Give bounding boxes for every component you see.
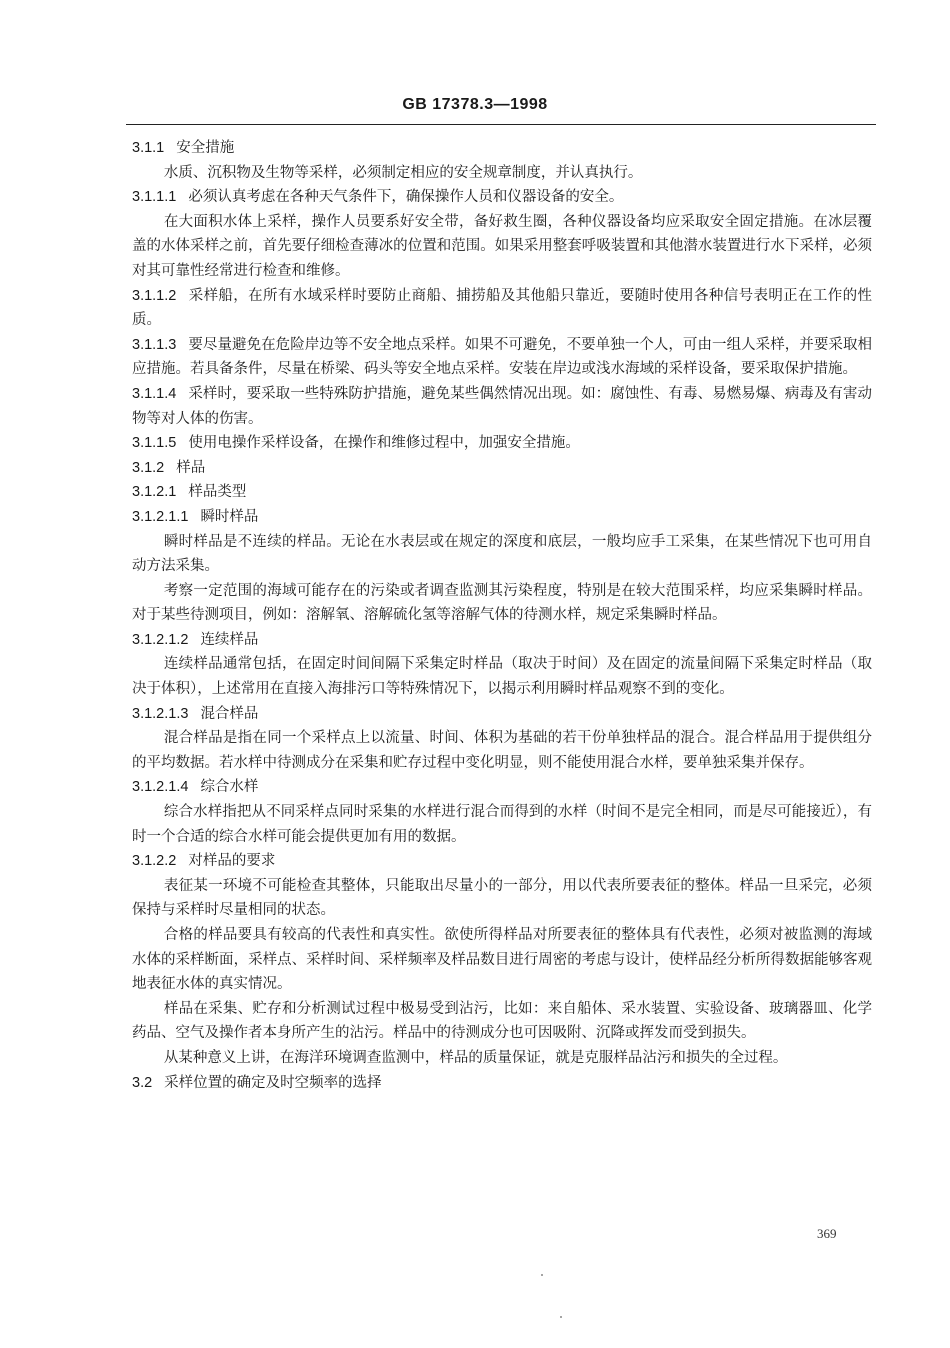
section-text: 必须认真考虑在各种天气条件下，确保操作人员和仪器设备的安全。 (188, 189, 624, 206)
section-heading (132, 185, 872, 210)
section-heading (132, 284, 872, 333)
section-text: 连续样品 (200, 631, 259, 648)
section-text: 综合水样 (200, 779, 259, 796)
section-number: 3.1.2.1.4 (132, 779, 189, 796)
section-text: 安全措施 (176, 140, 235, 156)
scan-speck (560, 1316, 562, 1318)
section-text: 采样时，要采取一些特殊防护措施，避免某些偶然情况出现。如：腐蚀性、有毒、易燃易爆、病毒及有害动物等对人体的伤害。 (132, 385, 872, 427)
page-number: 369 (817, 1226, 837, 1241)
section-text: 样品 (176, 459, 206, 476)
paragraph: 瞬时样品是不连续的样品。无论在水表层或在规定的深度和底层，一般均应手工采集，在某些情况下也可用自动方法采集。 (132, 533, 872, 575)
section-text: 瞬时样品 (200, 508, 259, 525)
section-text: 样品类型 (188, 484, 247, 501)
section-number: 3.1.1.4 (132, 385, 177, 402)
section-number: 3.1.1.3 (132, 336, 177, 353)
scan-speck (541, 1274, 543, 1276)
section-number: 3.1.1 (132, 140, 165, 156)
paragraph: 考察一定范围的海域可能存在的污染或者调查监测其污染程度，特别是在较大范围采样，均应采集瞬时样品。对于某些待测项目，例如：溶解氧、溶解硫化氢等溶解气体的待测水样，规定采集瞬时样品。 (132, 582, 872, 624)
section-heading (132, 382, 872, 431)
section-number: 3.1.2.1.3 (132, 705, 189, 722)
section-text: 采样位置的确定及时空频率的选择 (164, 1074, 382, 1091)
section-text: 采样船，在所有水域采样时要防止商船、捕捞船及其他船只靠近，要随时使用各种信号表明正在工作的性质。 (132, 287, 872, 329)
section-heading (132, 480, 872, 505)
section-text: 混合样品 (200, 705, 259, 722)
section-number: 3.1.2.1.2 (132, 631, 189, 648)
section-text: 要尽量避免在危险岸边等不安全地点采样。如果不可避免，不要单独一个人，可由一组人采样，并要采取相应措施。若具备条件，尽量在桥梁、码头等安全地点采样。安装在岸边或浅水海域的采样设备，要采取保护措施。 (132, 336, 872, 378)
section-heading (132, 702, 872, 727)
section-text: 使用电操作采样设备，在操作和维修过程中，加强安全措施。 (188, 435, 580, 452)
section-number: 3.1.1.5 (132, 435, 177, 452)
section-heading (132, 849, 872, 874)
section-heading (132, 505, 872, 530)
section-heading (132, 431, 872, 456)
document-body (132, 136, 872, 1095)
paragraph: 连续样品通常包括，在固定时间间隔下采集定时样品（取决于时间）及在固定的流量间隔下采集定时样品（取决于体积），上述常用在直接入海排污口等特殊情况下，以揭示利用瞬时样品观察不到的变化。 (132, 656, 872, 698)
section-heading (132, 1071, 872, 1096)
paragraph: 综合水样指把从不同采样点同时采集的水样进行混合而得到的水样（时间不是完全相同，而是尽可能接近），有时一个合适的综合水样可能会提供更加有用的数据。 (132, 804, 872, 845)
paragraph: 表征某一环境不可能检查其整体，只能取出尽量小的一部分，用以代表所要表征的整体。样品一旦采完，必须保持与采样时尽量相同的状态。 (132, 877, 872, 919)
section-number: 3.1.1.2 (132, 287, 177, 304)
page-header: GB 17378.3—1998 (402, 96, 548, 113)
section-number: 3.1.2 (132, 459, 165, 476)
paragraph: 从某种意义上讲，在海洋环境调查监测中，样品的质量保证，就是克服样品沾污和损失的全过程。 (163, 1049, 788, 1066)
section-heading (132, 628, 872, 653)
section-number: 3.1.1.1 (132, 189, 177, 206)
section-number: 3.1.2.1 (132, 484, 177, 501)
section-number: 3.2 (132, 1074, 153, 1091)
paragraph: 样品在采集、贮存和分析测试过程中极易受到沾污，比如：来自船体、采水装置、实验设备、玻璃器皿、化学药品、空气及操作者本身所产生的沾污。样品中的待测成分也可因吸附、沉降或挥发而受到损失。 (132, 1000, 872, 1042)
section-number: 3.1.2.1.1 (132, 508, 189, 525)
paragraph: 混合样品是指在同一个采样点上以流量、时间、体积为基础的若干份单独样品的混合。混合样品用于提供组分的平均数据。若水样中待测成分在采集和贮存过程中变化明显，则不能使用混合水样，要单独采集并保存。 (132, 730, 872, 771)
section-heading (132, 775, 872, 800)
section-number: 3.1.2.2 (132, 853, 177, 870)
paragraph: 在大面积水体上采样，操作人员要系好安全带，备好救生圈，各种仪器设备均应采取安全固定措施。在冰层覆盖的水体采样之前，首先要仔细检查薄冰的位置和范围。如果采用整套呼吸装置和其他潜水装置进行水下采样，必须对其可靠性经常进行检查和维修。 (132, 213, 872, 279)
section-heading (132, 456, 872, 481)
section-heading (132, 136, 872, 161)
section-heading (132, 333, 872, 382)
paragraph: 合格的样品要具有较高的代表性和真实性。欲使所得样品对所要表征的整体具有代表性，必须对被监测的海域水体的采样断面，采样点、采样时间、采样频率及样品数目进行周密的考虑与设计，使样品经分析所得数据能够客观地表征水体的真实情况。 (132, 927, 872, 993)
header-rule (126, 124, 876, 125)
section-text: 对样品的要求 (188, 853, 276, 870)
paragraph: 水质、沉积物及生物等采样，必须制定相应的安全规章制度，并认真执行。 (163, 164, 643, 181)
